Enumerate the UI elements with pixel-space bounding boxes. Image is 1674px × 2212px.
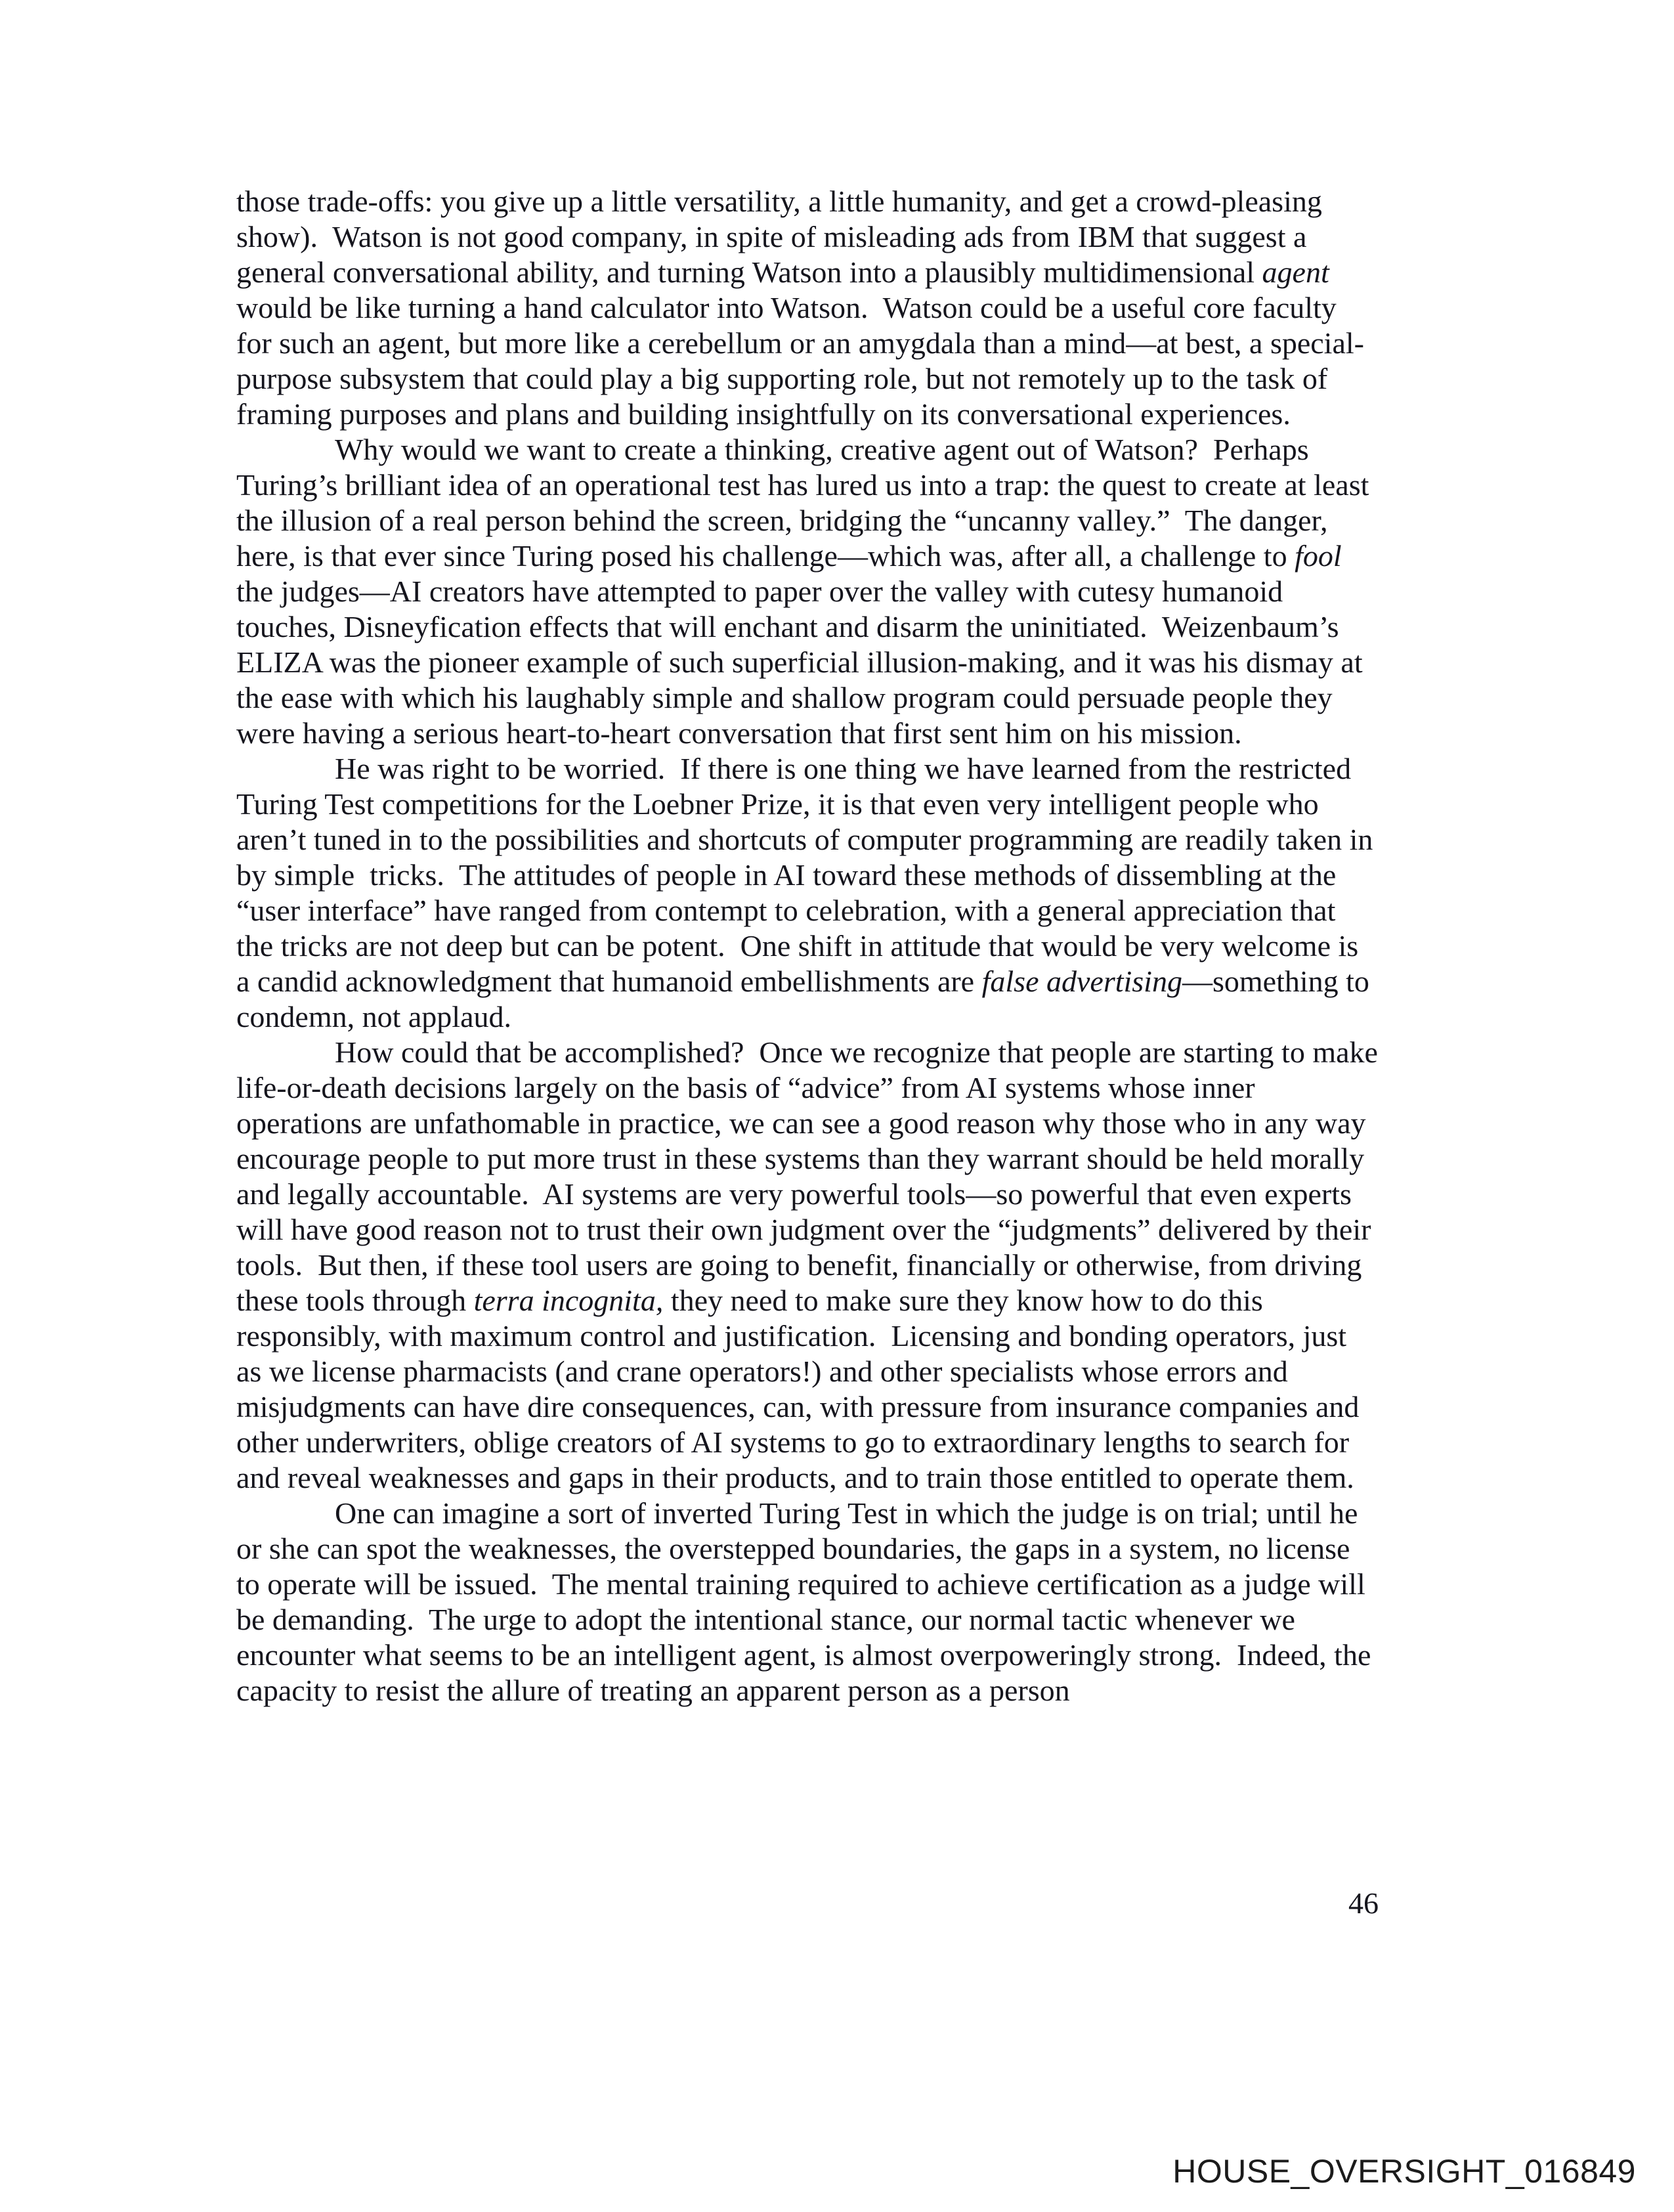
text-run: those trade-offs: you give up a little versatility, a little humanity, and get a crowd-pleasing show). Watson is not good company, in spite of misleading ads from IBM that suggest a general conversational ability, and turning Watson into a plausibly multidimensional [236, 184, 1330, 289]
page-number: 46 [1348, 1886, 1379, 1920]
text-run: the judges—AI creators have attempted to paper over the valley with cutesy humanoid touches, Disneyfication effects that will enchant and disarm the uninitiated. Weizenbaum’s ELIZA was the pioneer example of such superficial illusion-making, and it was his dismay at the ease with which his laughably simple and shallow program could persuade people they were having a serious heart-to-heart conversation that first sent him on his mission. [236, 539, 1371, 750]
paragraph [236, 432, 1379, 751]
text-run: How could that be accomplished? Once we recognize that people are starting to make life-or-death decisions largely on the basis of “advice” from AI systems whose inner operations are unfathomable in practice, we can see a good reason why those who in any way encourage people to put more trust in these systems than they warrant should be held morally and legally accountable. AI systems are very powerful tools—so powerful that even experts will have good reason not to trust their own judgment over the “judgments” delivered by their tools. But then, if these tool users are going to benefit, financially or otherwise, from driving these tools through [236, 1035, 1386, 1317]
paragraph [236, 184, 1379, 432]
italic-text-run: fool [1295, 539, 1342, 573]
italic-text-run: agent [1262, 255, 1329, 289]
text-run: Why would we want to create a thinking, creative agent out of Watson? Perhaps Turing’s brilliant idea of an operational test has lured us into a trap: the quest to create at least the illusion of a real person behind the screen, bridging the “uncanny valley.” The danger, here, is that ever since Turing posed his challenge—which was, after all, a challenge to [236, 433, 1377, 573]
text-run: they need to make sure they know how to do this responsibly, with maximum control and justification. Licensing and bonding operators, just as we license pharmacists (and crane operators!) and other specialists whose errors and misjudgments can have dire consequences, can, with pressure from insurance companies and other underwriters, oblige creators of AI systems to go to extraordinary lengths to search for and reveal weaknesses and gaps in their products, and to train those entitled to operate them. [236, 1284, 1367, 1494]
document-body [236, 184, 1386, 1708]
italic-text-run: terra incognita, [473, 1284, 664, 1317]
text-run: would be like turning a hand calculator into Watson. Watson could be a useful core faculty for such an agent, but more like a cerebellum or an amygdala than a mind—at best, a special-purpose subsystem that could play a big supporting role, but not remotely up to the task of framing purposes and plans and building insightfully on its conversational experiences. [236, 255, 1364, 431]
text-run: One can imagine a sort of inverted Turing Test in which the judge is on trial; until he or she can spot the weaknesses, the overstepped boundaries, the gaps in a system, no license to operate will be issued. The mental training required to achieve certification as a judge will be demanding. The urge to adopt the intentional stance, our normal tactic whenever we encounter what seems to be an intelligent agent, is almost overpoweringly strong. Indeed, the capacity to resist the allure of treating an apparent person as a person [236, 1496, 1379, 1707]
bates-stamp: HOUSE_OVERSIGHT_016849 [1172, 2153, 1636, 2190]
text-run: —something to condemn, not applaud. [236, 965, 1377, 1033]
italic-text-run: false advertising [981, 965, 1182, 998]
text-run: He was right to be worried. If there is one thing we have learned from the restricted Turing Test competitions for the Loebner Prize, it is that even very intelligent people who aren’t tuned in to the possibilities and shortcuts of computer programming are readily taken in by simple tricks. The attitudes of people in AI toward these methods of dissembling at the “user interface” have ranged from contempt to celebration, with a general appreciation that the tricks are not deep but can be potent. One shift in attitude that would be very welcome is a candid acknowledgment that humanoid embellishments are [236, 752, 1381, 998]
paragraph [236, 1496, 1379, 1708]
paragraph [236, 1035, 1386, 1496]
paragraph [236, 751, 1379, 1035]
